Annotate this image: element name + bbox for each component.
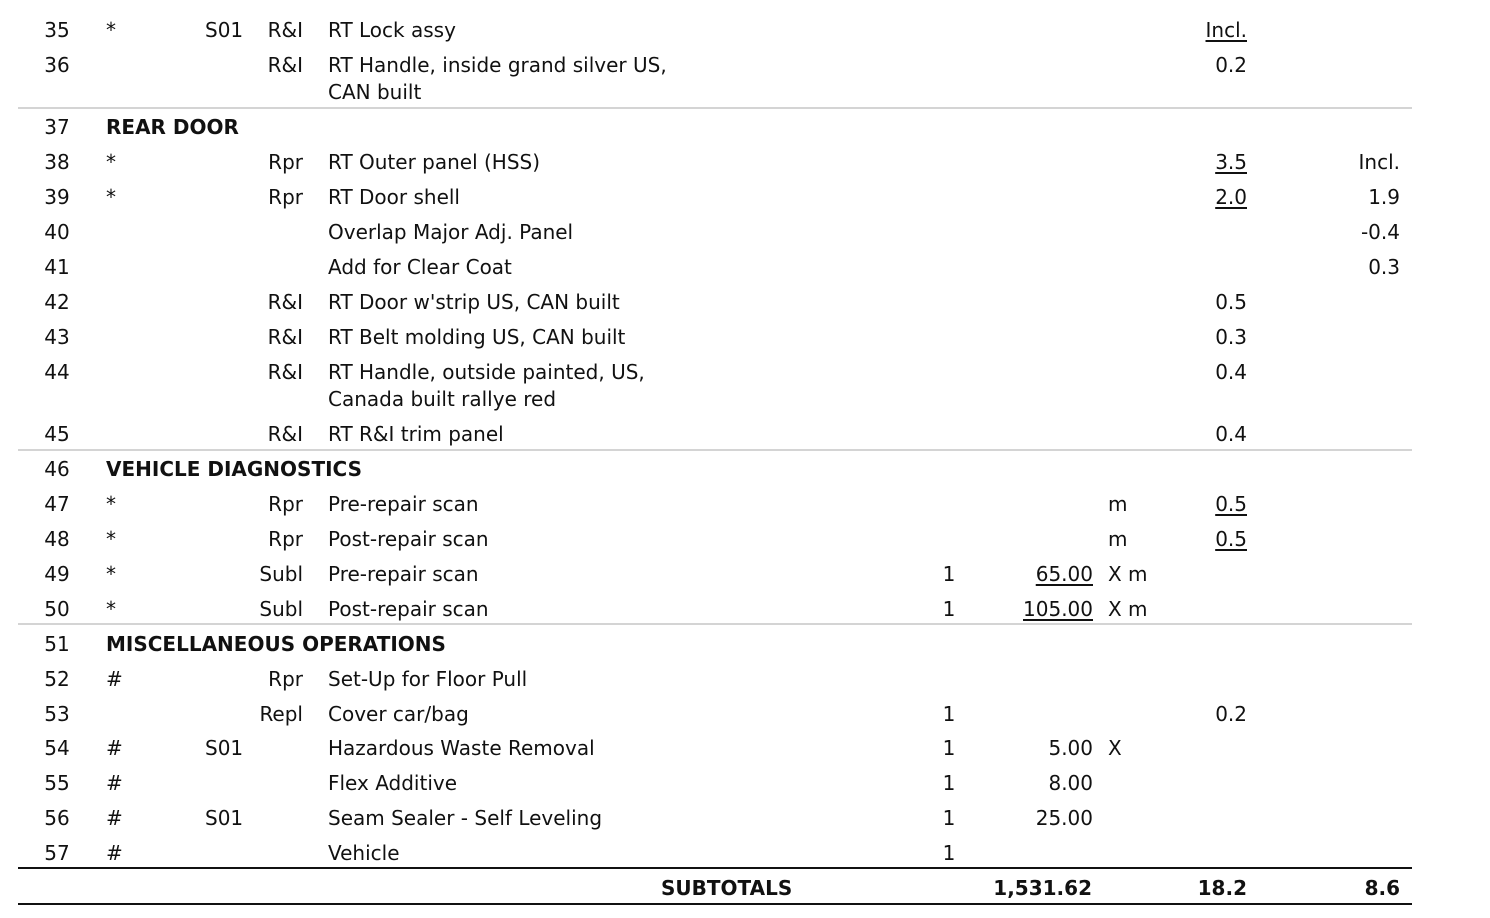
line-description: RT Handle, inside grand silver US, (328, 53, 667, 77)
sublet-code: S01 (205, 18, 244, 42)
operation-code: Subl (259, 562, 303, 586)
subtotals-label: SUBTOTALS (661, 876, 793, 900)
labor-hours: 0.4 (1215, 422, 1247, 446)
line-marker: m (1108, 527, 1128, 551)
labor-hours: Incl. (1205, 18, 1247, 42)
operation-code: R&I (267, 360, 303, 384)
section-heading: MISCELLANEOUS OPERATIONS (106, 632, 446, 656)
line-description: Post-repair scan (328, 527, 489, 551)
line-description: RT Outer panel (HSS) (328, 150, 541, 174)
line-description: RT R&I trim panel (328, 422, 504, 446)
operation-code: R&I (267, 325, 303, 349)
line-number: 38 (44, 150, 70, 174)
line-number: 54 (44, 736, 70, 760)
section-divider (18, 449, 1412, 451)
line-description: RT Lock assy (328, 18, 456, 42)
operation-code: R&I (267, 290, 303, 314)
line-flag: # (106, 736, 123, 760)
paint-hours: -0.4 (1360, 220, 1400, 244)
line-description: Cover car/bag (328, 702, 469, 726)
line-description: Add for Clear Coat (328, 255, 512, 279)
line-number: 44 (44, 360, 70, 384)
line-flag: * (106, 562, 116, 586)
line-description: CAN built (328, 80, 422, 104)
labor-hours: 0.2 (1215, 702, 1247, 726)
line-number: 46 (44, 457, 70, 481)
line-number: 43 (44, 325, 70, 349)
line-number: 41 (44, 255, 70, 279)
labor-hours: 0.4 (1215, 360, 1247, 384)
line-number: 36 (44, 53, 70, 77)
line-number: 57 (44, 841, 70, 865)
line-number: 42 (44, 290, 70, 314)
sublet-code: S01 (205, 736, 244, 760)
line-description: Hazardous Waste Removal (328, 736, 595, 760)
sublet-code: S01 (205, 806, 244, 830)
operation-code: Subl (259, 597, 303, 621)
line-number: 45 (44, 422, 70, 446)
paint-hours: 0.3 (1368, 255, 1400, 279)
line-marker: m (1108, 492, 1128, 516)
operation-code: Rpr (268, 492, 303, 516)
line-flag: * (106, 527, 116, 551)
operation-code: Rpr (268, 150, 303, 174)
line-number: 49 (44, 562, 70, 586)
section-heading: REAR DOOR (106, 115, 239, 139)
line-number: 40 (44, 220, 70, 244)
line-number: 50 (44, 597, 70, 621)
operation-code: Rpr (268, 527, 303, 551)
line-description: Overlap Major Adj. Panel (328, 220, 574, 244)
line-description: Pre-repair scan (328, 562, 479, 586)
line-description: RT Door w'strip US, CAN built (328, 290, 620, 314)
subtotals-bottom-rule (18, 903, 1412, 905)
line-price: 5.00 (1048, 736, 1093, 760)
labor-hours: 0.2 (1215, 53, 1247, 77)
line-number: 48 (44, 527, 70, 551)
line-quantity: 1 (942, 597, 956, 621)
line-description: Post-repair scan (328, 597, 489, 621)
section-heading: VEHICLE DIAGNOSTICS (106, 457, 362, 481)
line-number: 55 (44, 771, 70, 795)
line-flag: * (106, 18, 116, 42)
line-quantity: 1 (942, 562, 956, 586)
line-quantity: 1 (942, 771, 956, 795)
line-flag: # (106, 771, 123, 795)
line-description: RT Door shell (328, 185, 460, 209)
line-flag: # (106, 841, 123, 865)
section-divider (18, 107, 1412, 109)
line-flag: * (106, 150, 116, 174)
line-description: Vehicle (328, 841, 400, 865)
line-flag: # (106, 667, 123, 691)
line-number: 51 (44, 632, 70, 656)
labor-hours: 0.5 (1215, 290, 1247, 314)
line-number: 53 (44, 702, 70, 726)
line-number: 56 (44, 806, 70, 830)
paint-hours: Incl. (1358, 150, 1400, 174)
line-price: 8.00 (1048, 771, 1093, 795)
operation-code: Repl (259, 702, 303, 726)
line-marker: X m (1108, 562, 1148, 586)
labor-hours: 3.5 (1215, 150, 1247, 174)
line-flag: * (106, 492, 116, 516)
line-number: 37 (44, 115, 70, 139)
subtotals-top-rule (18, 867, 1412, 869)
line-number: 35 (44, 18, 70, 42)
operation-code: R&I (267, 53, 303, 77)
labor-hours: 2.0 (1215, 185, 1247, 209)
section-divider (18, 623, 1412, 625)
line-description: RT Belt molding US, CAN built (328, 325, 626, 349)
line-flag: * (106, 185, 116, 209)
line-price: 65.00 (1035, 562, 1093, 586)
line-number: 47 (44, 492, 70, 516)
operation-code: R&I (267, 18, 303, 42)
line-marker: X (1108, 736, 1122, 760)
line-flag: * (106, 597, 116, 621)
line-description: RT Handle, outside painted, US, (328, 360, 645, 384)
paint-hours: 1.9 (1368, 185, 1400, 209)
subtotals-price: 1,531.62 (993, 876, 1092, 900)
line-quantity: 1 (942, 736, 956, 760)
line-quantity: 1 (942, 702, 956, 726)
line-description: Flex Additive (328, 771, 458, 795)
line-number: 39 (44, 185, 70, 209)
line-quantity: 1 (942, 806, 956, 830)
line-price: 25.00 (1035, 806, 1093, 830)
operation-code: Rpr (268, 185, 303, 209)
line-marker: X m (1108, 597, 1148, 621)
operation-code: R&I (267, 422, 303, 446)
operation-code: Rpr (268, 667, 303, 691)
line-description: Seam Sealer - Self Leveling (328, 806, 603, 830)
line-quantity: 1 (942, 841, 956, 865)
labor-hours: 0.3 (1215, 325, 1247, 349)
line-description: Canada built rallye red (328, 387, 557, 411)
labor-hours: 0.5 (1215, 527, 1247, 551)
line-description: Pre-repair scan (328, 492, 479, 516)
line-price: 105.00 (1023, 597, 1093, 621)
labor-hours: 0.5 (1215, 492, 1247, 516)
line-description: Set-Up for Floor Pull (328, 667, 528, 691)
line-flag: # (106, 806, 123, 830)
line-number: 52 (44, 667, 70, 691)
subtotals-labor: 18.2 (1197, 876, 1247, 900)
subtotals-paint: 8.6 (1364, 876, 1400, 900)
